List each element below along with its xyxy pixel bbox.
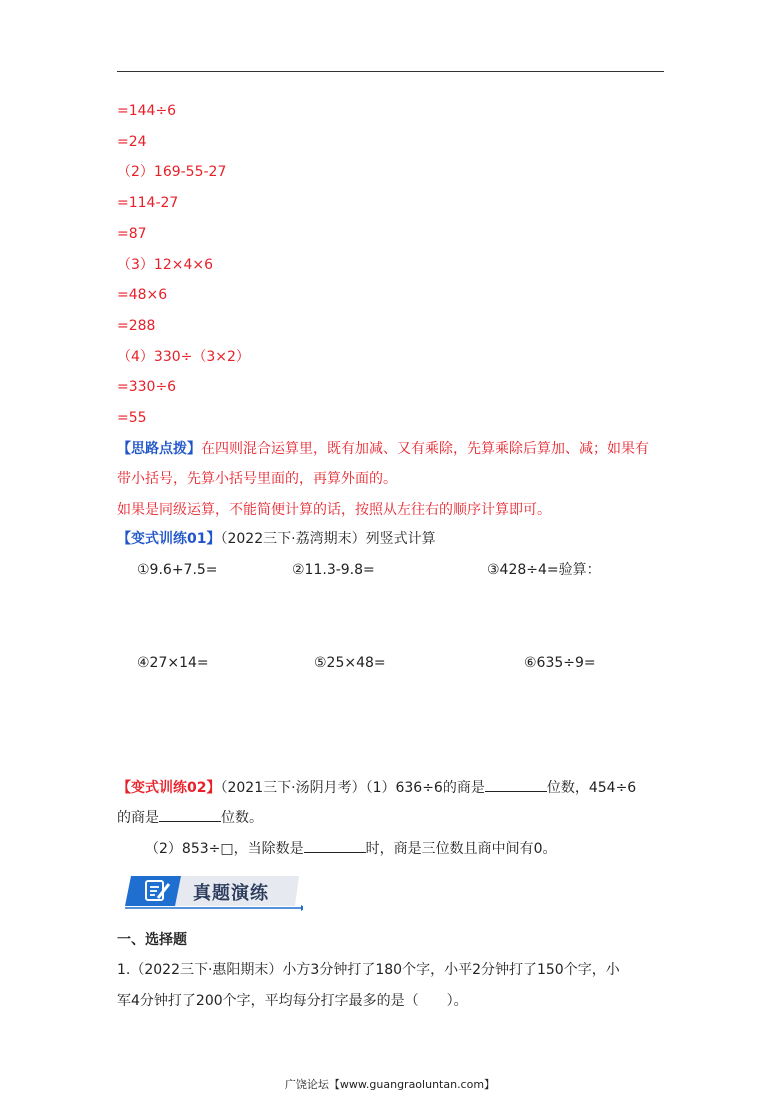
banner-title: 真题演练 [193,883,269,904]
page-footer: 广饶论坛【www.guangraoluntan.com】 [284,1078,496,1091]
step-line: （2）169-55-27 [117,164,227,180]
step-line: （3）12×4×6 [117,257,213,273]
tip-line-2: 带小括号，先算小括号里面的，再算外面的。 [117,471,397,487]
exercise-1-item: ②11.3-9.8= [292,562,375,578]
section-title: 一、选择题 [117,932,187,948]
step-line: =48×6 [117,287,168,303]
section-banner [123,872,303,912]
exercise-1-item: ④27×14= [137,655,209,671]
tip-line-1 [117,440,649,458]
step-line: （4）330÷（3×2） [117,349,250,365]
exercise-1-item: ③428÷4=验算： [487,562,601,578]
tip-label: 【思路点拨】 [117,441,201,457]
answer-blank[interactable] [304,838,366,853]
step-line: =24 [117,134,147,150]
answer-blank[interactable] [159,807,221,822]
tip-text: 在四则混合运算里，既有加减、又有乘除，先算乘除后算加、减；如果有 [201,441,649,457]
question-1-line-2: 军4分钟打了200个字，平均每分打字最多的是（ ）。 [117,993,468,1009]
pencil-note-icon [143,878,173,904]
exercise-2-line-2: 的商是 位数。 [117,807,263,827]
exercise-1-item: ⑥635÷9= [524,655,596,671]
exercise-1-label: 【变式训练01】 [117,531,221,547]
step-line: =288 [117,318,156,334]
exercise-2-label: 【变式训练02】 [117,780,221,796]
answer-blank[interactable] [485,777,547,792]
exercise-1-source: （2022三下·荔湾期末）列竖式计算 [220,531,436,547]
exercise-1-item: ①9.6+7.5= [137,562,218,578]
step-line: =55 [117,410,147,426]
exercise-1-heading [117,530,436,548]
exercise-1-item: ⑤25×48= [314,655,386,671]
header-rule [117,71,664,72]
step-line: =144÷6 [117,103,177,119]
step-line: =114-27 [117,195,179,211]
step-line: =87 [117,226,147,242]
tip-line-3: 如果是同级运算，不能简便计算的话，按照从左往右的顺序计算即可。 [117,502,551,518]
question-1-line-1: 1.（2022三下·惠阳期末）小方3分钟打了180个字，小平2分钟打了150个字，小 [117,962,620,978]
step-line: =330÷6 [117,379,177,395]
exercise-2-line-1: 【变式训练02】（2021三下·汤阴月考）（1）636÷6的商是 位数，454÷6 [117,777,636,797]
exercise-2-line-3: （2）853÷□，当除数是 时，商是三位数且商中间有0。 [145,838,557,858]
